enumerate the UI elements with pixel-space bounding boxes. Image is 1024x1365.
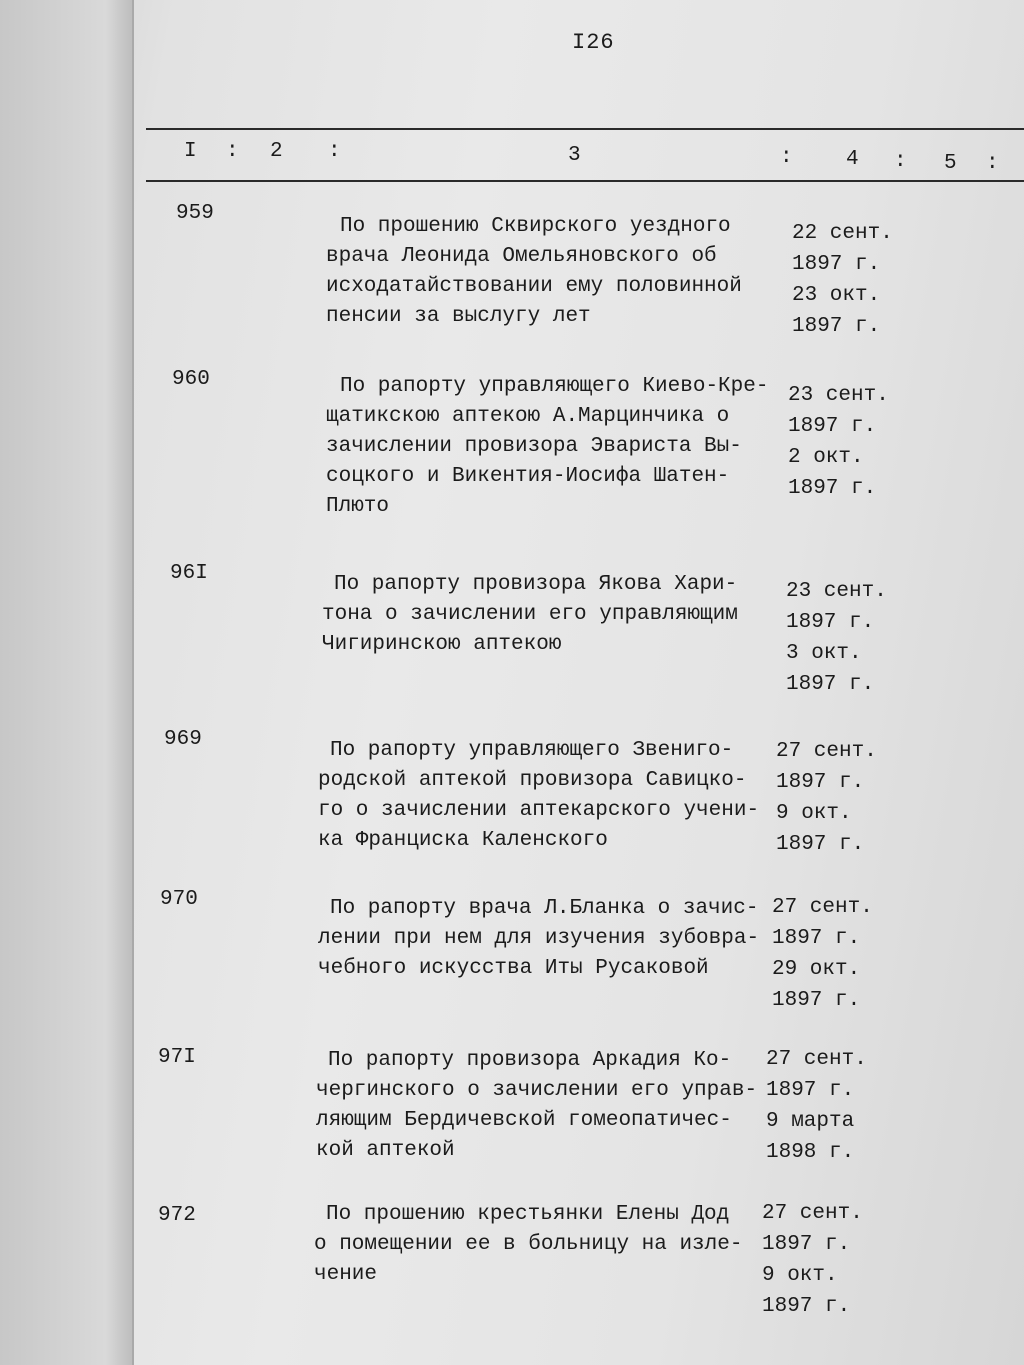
entry-date-resolved: 3 окт. [786,642,862,665]
entry-description [318,736,790,856]
entry-description-line: лении при нем для изучения зубовра- [318,927,760,950]
entry-description-line: По прошению Сквирского уездного [340,215,731,238]
column-separator: : [328,140,341,163]
entry-description-line: По рапорту управляющего Киево-Кре- [340,375,769,398]
entry-date-received: 27 сент. [762,1202,863,1225]
entry-dates [788,380,948,504]
entry-number: 97I [158,1046,196,1069]
entry-date-received: 23 сент. [788,384,889,407]
entry-description-line: чергинского о зачислении его управ- [316,1079,758,1102]
header-bottom-rule [146,180,1024,182]
adjacent-page-edge [0,0,134,1365]
entry-description [314,1200,786,1290]
entry-year-resolved: 1897 г. [776,833,865,856]
entry-description-line: чебного искусства Иты Русаковой [318,957,709,980]
entry-description-line: родской аптекой провизора Савицко- [318,769,747,792]
entry-description-line: ка Франциска Каленского [318,829,608,852]
entry-year-resolved: 1898 г. [766,1141,855,1164]
entry-description-line: По рапорту врача Л.Бланка о зачис- [330,897,759,920]
entry-dates [776,736,936,860]
entry-description-line: кой аптекой [316,1139,455,1162]
column-header-3: 3 [568,144,581,167]
column-separator: : [894,150,907,173]
column-separator: : [780,146,793,169]
entry-description-line: По рапорту провизора Якова Хари- [334,573,738,596]
entry-description-line: го о зачислении аптекарского учени- [318,799,760,822]
entry-date-resolved: 9 марта [766,1110,855,1133]
entry-description-line: щатикскою аптекою А.Марцинчика о [326,405,730,428]
column-header-4: 4 [846,148,859,171]
entry-description-line: соцкого и Викентия-Иосифа Шатен- [326,465,730,488]
entry-description-line: чение [314,1263,378,1286]
entry-description [322,570,794,660]
entry-date-received: 27 сент. [772,896,873,919]
entry-description-line: о помещении ее в больницу на изле- [314,1233,743,1256]
entry-dates [792,218,952,342]
entry-description-line: тона о зачислении его управляющим [322,603,738,626]
entry-description-line: врача Леонида Омельяновского об [326,245,717,268]
entry-number: 96I [170,562,208,585]
entry-year-received: 1897 г. [766,1079,855,1102]
entry-description-line: По прошению крестьянки Елены Дод [326,1203,730,1226]
entry-number: 969 [164,728,202,751]
entry-dates [762,1198,922,1322]
column-header-1: I [184,140,197,163]
header-top-rule [146,128,1024,130]
entry-date-resolved: 23 окт. [792,284,881,307]
entry-date-resolved: 9 окт. [776,802,852,825]
entry-date-received: 22 сент. [792,222,893,245]
column-header-row [146,134,1024,176]
entry-date-received: 27 сент. [776,740,877,763]
entry-description-line: Чигиринскою аптекою [322,633,562,656]
entry-date-received: 27 сент. [766,1048,867,1071]
entry-year-resolved: 1897 г. [772,989,861,1012]
entry-number: 972 [158,1204,196,1227]
entry-description [316,1046,788,1166]
entry-year-resolved: 1897 г. [786,673,875,696]
column-separator: : [226,140,239,163]
entry-year-received: 1897 г. [788,415,877,438]
entry-year-resolved: 1897 г. [762,1295,851,1318]
entry-year-received: 1897 г. [772,927,861,950]
entry-year-resolved: 1897 г. [788,477,877,500]
entry-description [318,894,790,984]
entry-description-line: Плюто [326,495,390,518]
page-number: I26 [572,30,615,55]
entry-description [326,372,800,522]
entry-dates [772,892,932,1016]
entry-date-resolved: 9 окт. [762,1264,838,1287]
entry-dates [766,1044,926,1168]
entry-date-received: 23 сент. [786,580,887,603]
entry-year-received: 1897 г. [792,253,881,276]
entry-date-resolved: 29 окт. [772,958,861,981]
entry-description-line: ляющим Бердичевской гомеопатичес- [316,1109,732,1132]
column-header-2: 2 [270,140,283,163]
entry-dates [786,576,946,700]
column-separator: : [986,152,999,175]
entry-number: 970 [160,888,198,911]
entry-description-line: По рапорту провизора Аркадия Ко- [328,1049,732,1072]
entry-year-received: 1897 г. [776,771,865,794]
entry-year-received: 1897 г. [762,1233,851,1256]
entry-date-resolved: 2 окт. [788,446,864,469]
entry-description-line: исходатайствовании ему половинной [326,275,742,298]
entry-description-line: По рапорту управляющего Звениго- [330,739,734,762]
entry-year-resolved: 1897 г. [792,315,881,338]
entry-description-line: пенсии за выслугу лет [326,305,591,328]
entry-number: 960 [172,368,210,391]
entry-number: 959 [176,202,214,225]
entry-description-line: зачислении провизора Эвариста Вы- [326,435,742,458]
column-header-5: 5 [944,152,957,175]
entry-description [326,212,800,332]
entry-year-received: 1897 г. [786,611,875,634]
